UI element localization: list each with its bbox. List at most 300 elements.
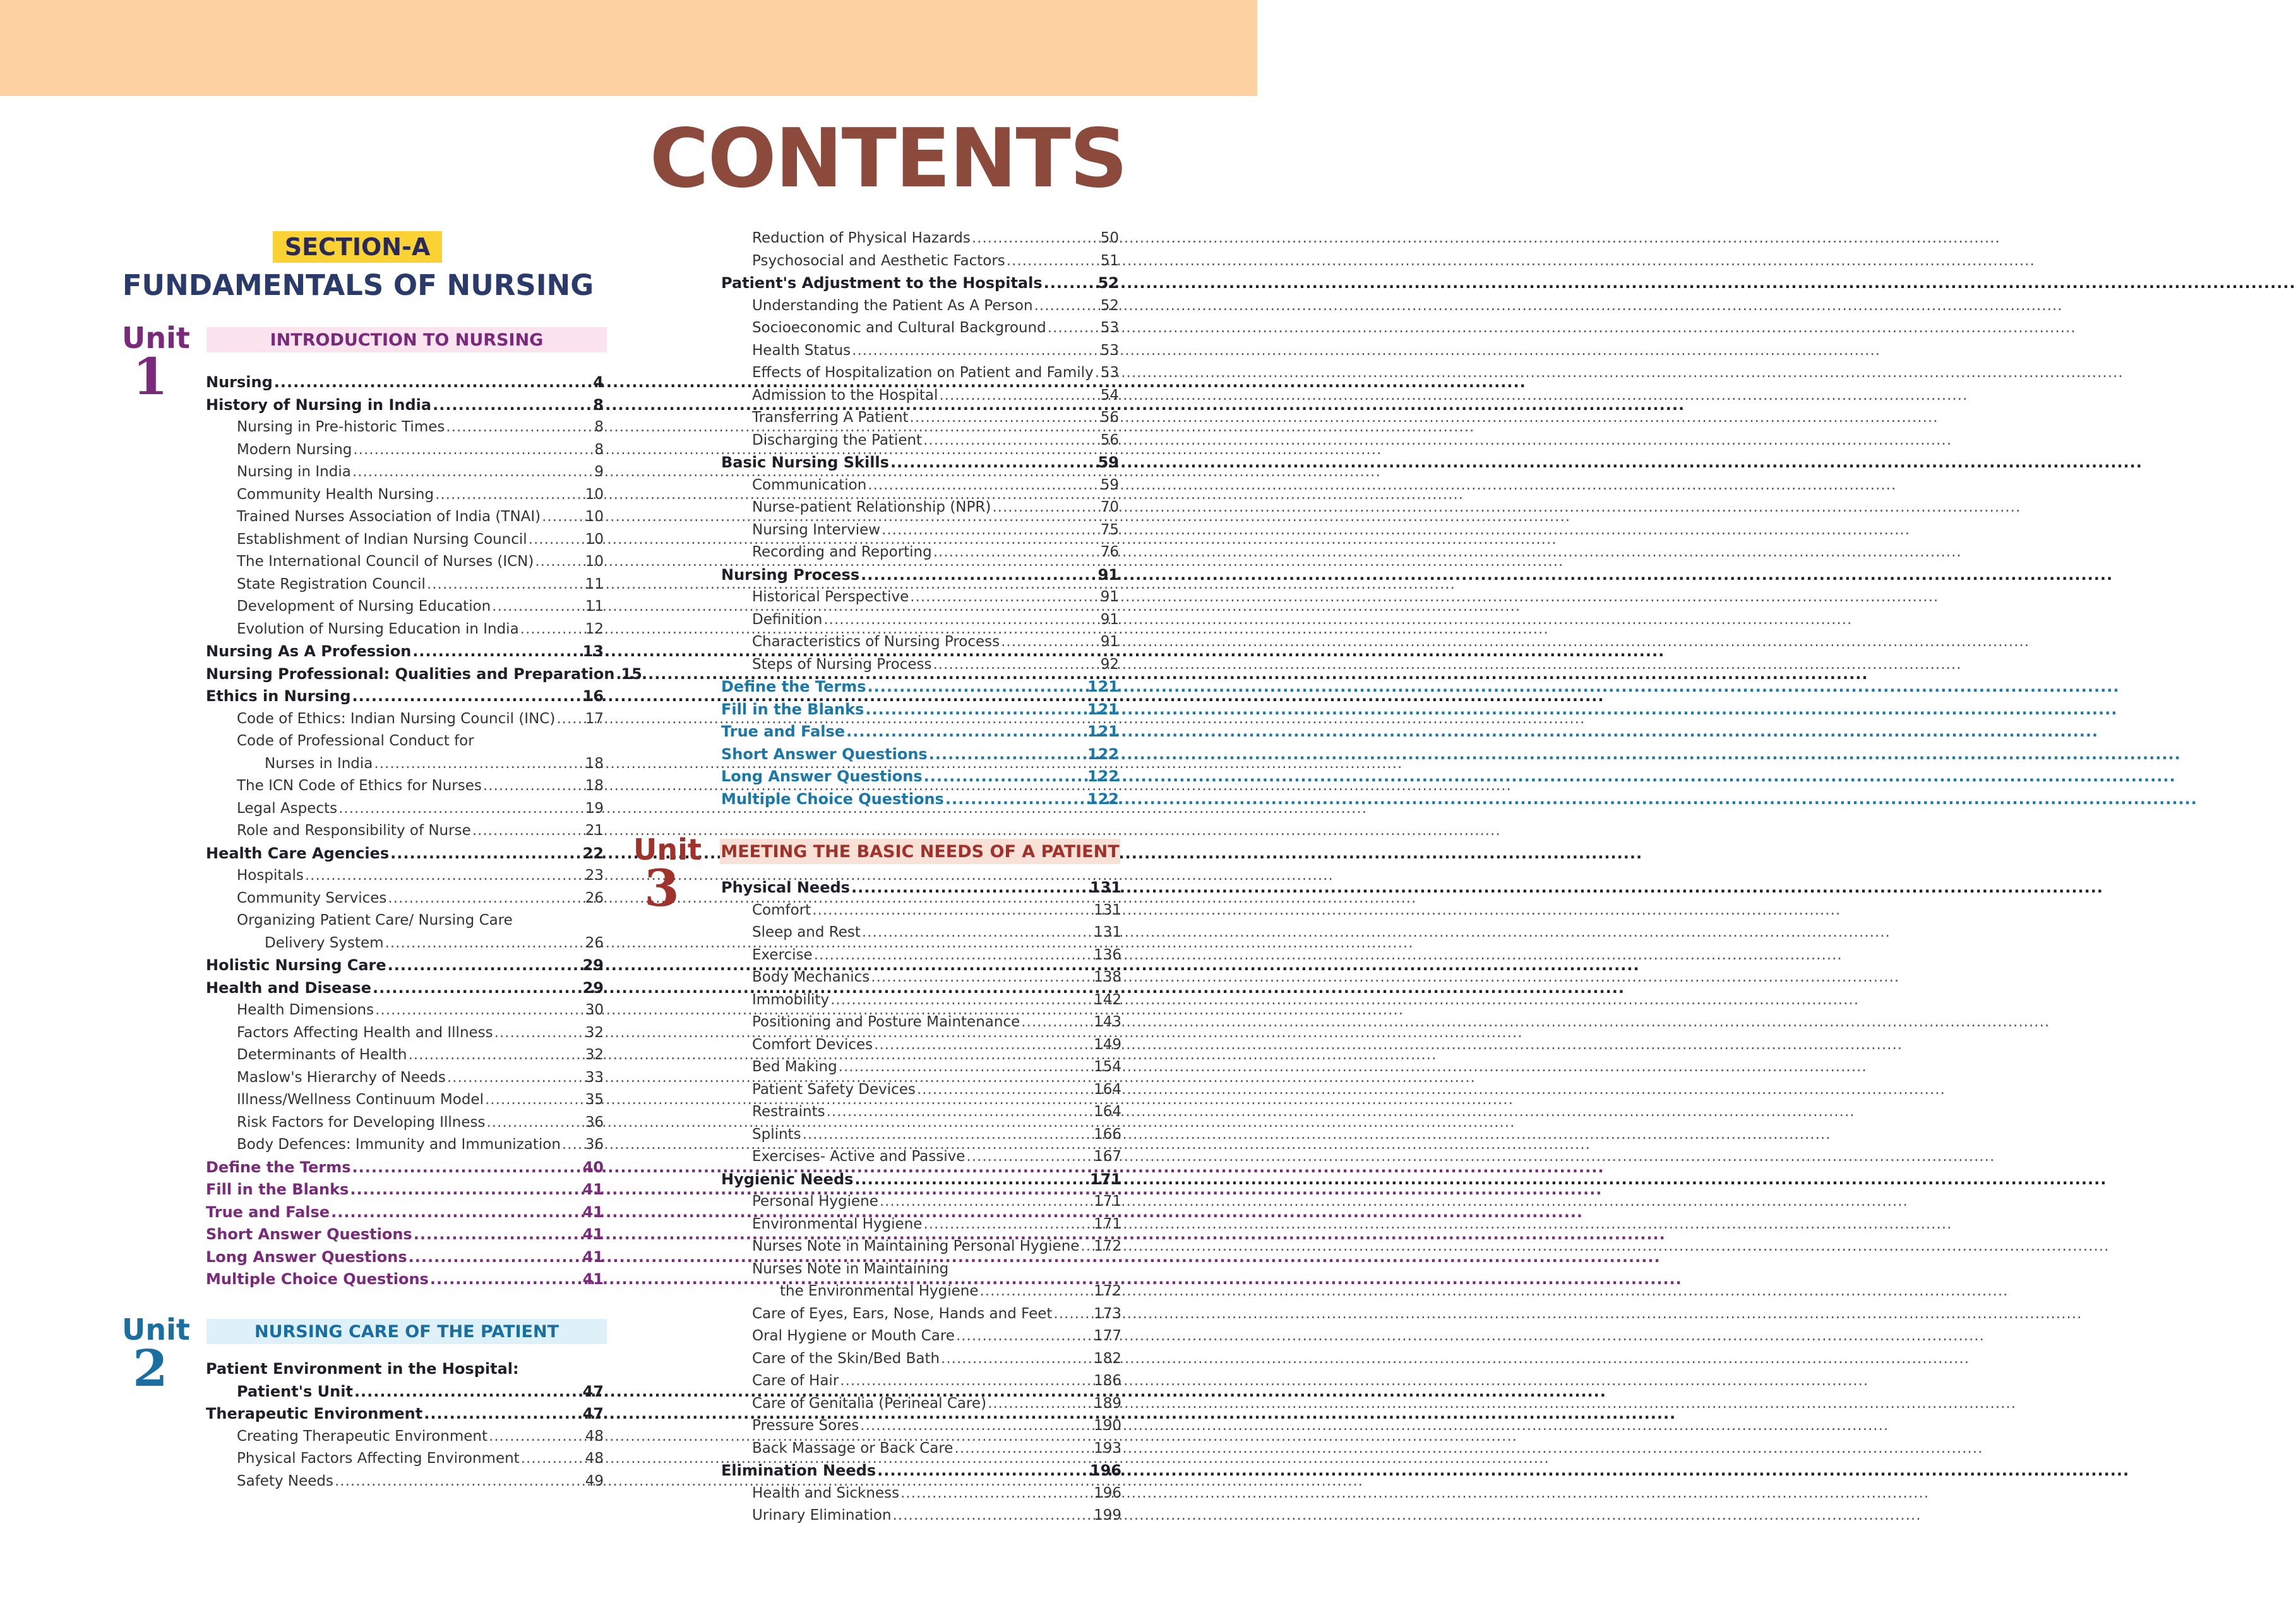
dot-leader — [352, 685, 582, 708]
dot-leader — [408, 1044, 583, 1067]
toc-entry-page: 56 — [1100, 431, 1119, 448]
toc-entry — [721, 609, 1119, 632]
dot-leader — [424, 1403, 581, 1426]
toc-entry-title: Health and Sickness — [752, 1484, 900, 1501]
toc-entry-title: Legal Aspects — [237, 800, 338, 817]
toc-entry-page: 91 — [1100, 589, 1119, 605]
toc-entry — [206, 1089, 604, 1112]
toc-entry — [206, 820, 604, 843]
dot-leader — [851, 877, 1089, 899]
toc-entry-page: 8 — [594, 441, 604, 458]
toc-entry-title: The ICN Code of Ethics for Nurses — [237, 778, 482, 794]
toc-entry-title: True and False — [721, 723, 846, 740]
dot-leader — [890, 452, 1097, 474]
toc-entry-page: 138 — [1094, 969, 1121, 985]
toc-entry-page: 186 — [1094, 1373, 1121, 1389]
dot-leader — [827, 1101, 1092, 1124]
toc-entry-page: 41 — [582, 1181, 604, 1198]
toc-entry — [721, 944, 1121, 967]
toc-entry-title: Safety Needs — [237, 1472, 333, 1489]
toc-entry — [206, 685, 604, 708]
toc-entry-page: 167 — [1094, 1148, 1121, 1165]
toc-entry-page: 75 — [1100, 521, 1119, 538]
dot-leader — [846, 721, 1086, 743]
dot-leader — [992, 496, 1099, 519]
toc-entry-page: 8 — [594, 419, 604, 435]
toc-entry-title: Define the Terms — [206, 1158, 351, 1176]
toc-entry-page: 8 — [593, 395, 604, 414]
toc-entry-page: 91 — [1100, 611, 1119, 628]
toc-entry-title: Maslow's Hierarchy of Needs — [237, 1069, 446, 1086]
toc-entry — [721, 295, 1119, 318]
toc-entry-page: 91 — [1097, 565, 1119, 584]
toc-entry-page: 149 — [1094, 1036, 1121, 1053]
toc-entry-page: 10 — [585, 508, 604, 525]
toc-entry — [721, 385, 1119, 407]
toc-entry — [721, 586, 1119, 609]
toc-entry-title: Nursing As A Profession — [206, 642, 412, 660]
toc-entry-page: 47 — [582, 1382, 604, 1400]
toc-entry-page: 21 — [585, 822, 604, 839]
toc-entry-title: The International Council of Nurses (ICN) — [237, 553, 534, 570]
toc-entry — [721, 899, 1121, 922]
toc-entry — [206, 932, 604, 955]
dot-leader — [542, 506, 584, 529]
dot-leader — [1001, 631, 1099, 654]
unit-3-word: Unit — [633, 833, 702, 867]
unit-3-banner: MEETING THE BASIC NEEDS OF A PATIENT — [720, 839, 1120, 864]
toc-entry-title: Sleep and Rest — [752, 924, 861, 941]
toc-entry-title: Development of Nursing Education — [237, 598, 491, 615]
toc-entry-page: 11 — [585, 575, 604, 592]
toc-entry-title: Historical Perspective — [752, 589, 909, 605]
toc-entry-title: Determinants of Health — [237, 1047, 407, 1063]
dot-leader — [492, 596, 583, 618]
toc-entry-page: 52 — [1097, 274, 1119, 292]
toc-entry — [206, 730, 604, 753]
toc-entry-page: 131 — [1094, 924, 1121, 941]
toc-entry — [206, 461, 604, 484]
toc-entry-page: 172 — [1094, 1238, 1121, 1254]
toc-entry-page: 154 — [1094, 1059, 1121, 1075]
dot-leader — [941, 1348, 1092, 1371]
toc-entry-page: 59 — [1097, 454, 1119, 471]
toc-entry-page: 26 — [585, 889, 604, 906]
toc-entry — [206, 708, 604, 731]
page-title: CONTENTS — [649, 112, 1127, 206]
toc-entry — [206, 1223, 604, 1246]
toc-entry-page: 17 — [585, 710, 604, 727]
toc-entry-title: the Environmental Hygiene — [780, 1283, 979, 1299]
dot-leader — [933, 541, 1099, 564]
toc-entry-page: 190 — [1094, 1417, 1121, 1434]
toc-entry-page: 196 — [1094, 1484, 1121, 1501]
toc-entry — [721, 340, 1119, 363]
toc-entry — [721, 1079, 1121, 1102]
toc-entry-title: Pressure Sores — [752, 1417, 859, 1434]
toc-entry-page: 177 — [1094, 1328, 1121, 1344]
toc-entry-page: 166 — [1094, 1126, 1121, 1143]
toc-entry-title: Exercise — [752, 946, 813, 963]
toc-entry-title: Nursing Interview — [752, 521, 881, 538]
toc-entry-page: 10 — [585, 531, 604, 548]
toc-entry — [721, 877, 1121, 899]
toc-entry-title: Health Status — [752, 342, 851, 359]
toc-entry-page: 59 — [1100, 476, 1119, 493]
dot-leader — [414, 1223, 582, 1246]
unit-2-banner: NURSING CARE OF THE PATIENT — [206, 1319, 607, 1344]
dot-leader — [447, 1067, 584, 1090]
toc-entry — [721, 1235, 1121, 1258]
dot-leader — [939, 385, 1099, 407]
toc-entry-page: 18 — [585, 755, 604, 772]
dot-leader — [274, 371, 592, 394]
toc-entry — [721, 1124, 1121, 1146]
dot-leader — [305, 865, 584, 887]
toc-entry-page: 48 — [585, 1428, 604, 1445]
toc-entry-page: 9 — [594, 464, 604, 480]
toc-entry-page: 182 — [1094, 1350, 1121, 1367]
dot-leader — [556, 708, 583, 731]
toc-entry — [206, 663, 642, 686]
toc-entry-page: 32 — [585, 1047, 604, 1063]
toc-entry-page: 41 — [582, 1225, 604, 1243]
toc-entry-title: Health Dimensions — [237, 1002, 374, 1018]
unit-2-label — [122, 1313, 190, 1398]
dot-leader — [882, 519, 1099, 542]
toc-entry-page: 22 — [582, 844, 604, 862]
dot-leader — [521, 1448, 584, 1470]
toc-entry-page: 51 — [1100, 252, 1119, 269]
toc-entry — [206, 843, 604, 865]
toc-entry-page: 173 — [1094, 1305, 1121, 1322]
toc-entry-page: 13 — [582, 642, 604, 660]
toc-entry-title: Communication — [752, 476, 867, 493]
dot-leader — [988, 1393, 1092, 1416]
dot-leader — [616, 663, 619, 686]
dot-leader — [535, 551, 583, 574]
dot-leader — [1080, 1235, 1092, 1258]
toc-entry — [206, 484, 604, 507]
toc-entry — [206, 1426, 604, 1448]
toc-entry-title: Positioning and Posture Maintenance — [752, 1014, 1020, 1030]
toc-entry-page: 171 — [1094, 1193, 1121, 1210]
toc-entry-title: History of Nursing in India — [206, 395, 432, 414]
toc-entry — [206, 529, 604, 551]
toc-entry-page: 36 — [585, 1114, 604, 1131]
dot-leader — [1095, 362, 1099, 385]
toc-entry — [206, 371, 604, 394]
dot-leader — [472, 820, 584, 843]
toc-entry — [721, 1034, 1121, 1057]
toc-entry-page: 4 — [593, 373, 604, 391]
dot-leader — [862, 922, 1092, 944]
toc-entry-title: Steps of Nursing Process — [752, 656, 932, 673]
dot-leader — [917, 1079, 1092, 1102]
toc-entry-page: 53 — [1100, 342, 1119, 359]
toc-entry-title: Discharging the Patient — [752, 431, 923, 448]
toc-entry — [206, 910, 604, 932]
header-band — [0, 0, 1257, 96]
dot-leader — [923, 1213, 1092, 1236]
toc-entry — [721, 1011, 1121, 1034]
dot-leader — [830, 989, 1092, 1012]
dot-leader — [412, 640, 581, 663]
toc-entry-title: Physical Needs — [721, 879, 850, 896]
toc-entry-title: Code of Ethics: Indian Nursing Council (INC) — [237, 710, 556, 727]
toc-entry-title: Socioeconomic and Cultural Background — [752, 320, 1046, 336]
toc-entry-page: 143 — [1094, 1014, 1121, 1030]
toc-entry-title: Body Defences: Immunity and Immunization — [237, 1136, 561, 1153]
toc-entry — [721, 407, 1119, 430]
dot-leader — [388, 954, 582, 977]
toc-entry-page: 15 — [621, 664, 642, 683]
toc-entry — [206, 618, 604, 641]
toc-entry — [721, 788, 1119, 811]
unit-2-toc-continued — [721, 227, 1119, 810]
toc-entry-title: Psychosocial and Aesthetic Factors — [752, 252, 1005, 269]
dot-leader — [494, 1022, 584, 1045]
toc-entry-page: 122 — [1087, 745, 1119, 763]
toc-entry — [721, 989, 1121, 1012]
dot-leader — [489, 1426, 584, 1448]
toc-entry — [721, 1258, 1121, 1281]
toc-entry — [206, 1268, 604, 1291]
toc-entry — [206, 1157, 604, 1179]
toc-entry — [206, 1358, 604, 1381]
toc-entry-title: Trained Nurses Association of India (TNAI) — [237, 508, 541, 525]
toc-entry-page: 164 — [1094, 1103, 1121, 1120]
toc-entry — [206, 1067, 604, 1090]
toc-entry-page: 70 — [1100, 499, 1119, 515]
toc-entry — [721, 1325, 1121, 1348]
toc-entry-title: True and False — [206, 1203, 330, 1221]
toc-entry-page: 50 — [1100, 230, 1119, 246]
dot-leader — [388, 887, 583, 910]
toc-entry-page: 142 — [1094, 991, 1121, 1008]
dot-leader — [933, 654, 1099, 676]
toc-entry-page: 189 — [1094, 1395, 1121, 1412]
dot-leader — [373, 977, 582, 1000]
unit-1-toc — [206, 371, 642, 1291]
toc-entry — [721, 452, 1119, 474]
toc-entry-page: 136 — [1094, 946, 1121, 963]
dot-leader — [823, 609, 1099, 632]
toc-entry-title: Hygienic Needs — [721, 1170, 854, 1188]
toc-entry-title: Nurses in India — [265, 755, 373, 772]
toc-entry-title: Code of Professional Conduct for — [237, 733, 474, 749]
toc-entry — [721, 1482, 1121, 1505]
toc-entry-title: Creating Therapeutic Environment — [237, 1428, 488, 1445]
dot-leader — [433, 394, 592, 417]
toc-entry — [721, 564, 1119, 587]
toc-entry-title: Care of Hair — [752, 1373, 839, 1389]
toc-entry-page: 40 — [582, 1158, 604, 1176]
dot-leader — [1007, 250, 1099, 273]
toc-entry-title: Personal Hygiene — [752, 1193, 878, 1210]
toc-entry-title: Factors Affecting Health and Illness — [237, 1024, 493, 1041]
toc-entry — [721, 1370, 1121, 1393]
toc-entry — [206, 977, 604, 1000]
toc-entry-page: 164 — [1094, 1081, 1121, 1098]
toc-entry-title: Physical Factors Affecting Environment — [237, 1450, 520, 1467]
toc-entry-page: 26 — [585, 934, 604, 951]
dot-leader — [861, 564, 1096, 587]
toc-entry — [206, 416, 604, 439]
toc-entry-page: 196 — [1089, 1462, 1121, 1479]
toc-entry — [721, 496, 1119, 519]
toc-entry — [721, 317, 1119, 340]
dot-leader — [972, 227, 1099, 250]
toc-entry-page: 35 — [585, 1091, 604, 1108]
toc-entry-title: Body Mechanics — [752, 969, 870, 985]
toc-entry — [206, 1179, 604, 1201]
toc-entry-page: 199 — [1094, 1507, 1121, 1524]
toc-entry-page: 10 — [585, 553, 604, 570]
dot-leader — [945, 788, 1086, 811]
dot-leader — [871, 966, 1092, 989]
toc-entry-title: Illness/Wellness Continuum Model — [237, 1091, 484, 1108]
toc-entry — [721, 1056, 1121, 1079]
dot-leader — [409, 1246, 582, 1269]
toc-entry — [206, 1044, 604, 1067]
toc-entry-title: Fill in the Blanks — [206, 1181, 349, 1198]
dot-leader — [923, 430, 1099, 452]
dot-leader — [446, 416, 593, 439]
toc-entry — [206, 394, 604, 417]
toc-entry-title: Effects of Hospitalization on Patient and Family — [752, 364, 1094, 381]
dot-leader — [1053, 1303, 1092, 1326]
toc-entry-title: Community Services — [237, 889, 387, 906]
toc-entry-title: Multiple Choice Questions — [206, 1270, 429, 1288]
unit-1-number: 1 — [133, 347, 168, 406]
toc-entry-title: Risk Factors for Developing Illness — [237, 1114, 486, 1131]
unit-2-number: 2 — [133, 1338, 168, 1398]
toc-entry-title: Community Health Nursing — [237, 486, 434, 503]
unit-1-banner: INTRODUCTION TO NURSING — [206, 327, 607, 352]
dot-leader — [868, 676, 1086, 699]
toc-entry-title: Care of Eyes, Ears, Nose, Hands and Feet — [752, 1305, 1053, 1322]
toc-entry-title: Comfort Devices — [752, 1036, 873, 1053]
unit-3-number: 3 — [644, 858, 679, 918]
toc-entry-page: 41 — [582, 1247, 604, 1266]
unit-2-word: Unit — [122, 1313, 190, 1347]
dot-leader — [1048, 317, 1099, 340]
dot-leader — [390, 843, 581, 865]
toc-entry — [721, 1415, 1121, 1438]
dot-leader — [865, 699, 1086, 721]
toc-entry — [721, 676, 1119, 699]
toc-entry-title: Multiple Choice Questions — [721, 790, 944, 808]
dot-leader — [840, 1370, 1092, 1393]
toc-entry-page: 122 — [1087, 790, 1119, 808]
toc-entry-page: 47 — [582, 1405, 604, 1422]
dot-leader — [880, 1191, 1092, 1213]
toc-entry-title: Definition — [752, 611, 823, 628]
toc-entry — [721, 922, 1121, 944]
toc-entry — [721, 699, 1119, 721]
toc-entry-title: Restraints — [752, 1103, 825, 1120]
toc-entry-page: 18 — [585, 778, 604, 794]
toc-entry — [721, 1101, 1121, 1124]
toc-entry-page: 121 — [1087, 700, 1119, 718]
dot-leader — [900, 1482, 1092, 1505]
toc-entry — [206, 865, 604, 887]
toc-entry-page: 48 — [585, 1450, 604, 1467]
dot-leader — [338, 798, 584, 821]
unit-1-word: Unit — [122, 321, 190, 355]
toc-entry-page: 33 — [585, 1069, 604, 1086]
toc-entry-title: Patient Environment in the Hospital: — [206, 1360, 519, 1378]
unit-2-toc — [206, 1358, 604, 1493]
toc-entry — [206, 954, 604, 977]
unit-3-label — [633, 833, 702, 918]
toc-entry-title: Care of the Skin/Bed Bath — [752, 1350, 940, 1367]
dot-leader — [1044, 272, 1097, 295]
toc-entry-title: Understanding the Patient As A Person — [752, 297, 1033, 314]
dot-leader — [335, 1470, 584, 1493]
toc-entry-page: 193 — [1094, 1440, 1121, 1457]
toc-entry-page: 30 — [585, 1002, 604, 1018]
toc-entry — [206, 775, 604, 798]
toc-entry-page: 56 — [1100, 409, 1119, 426]
toc-entry-title: Establishment of Indian Nursing Council — [237, 531, 527, 548]
toc-entry-title: Basic Nursing Skills — [721, 454, 889, 471]
toc-entry — [721, 430, 1119, 452]
dot-leader — [814, 944, 1092, 967]
toc-entry-page: 11 — [585, 598, 604, 615]
toc-entry-title: Recording and Reporting — [752, 544, 932, 560]
dot-leader — [877, 1460, 1089, 1482]
dot-leader — [331, 1201, 582, 1224]
dot-leader — [483, 775, 584, 798]
dot-leader — [956, 1325, 1092, 1348]
dot-leader — [486, 1112, 583, 1134]
dot-leader — [354, 1381, 582, 1404]
dot-leader — [954, 1438, 1092, 1460]
dot-leader — [1021, 1011, 1092, 1034]
dot-leader — [435, 484, 584, 507]
toc-entry-title: Role and Responsibility of Nurse — [237, 822, 471, 839]
dot-leader — [854, 1169, 1088, 1191]
toc-entry — [206, 798, 604, 821]
dot-leader — [1034, 295, 1099, 318]
toc-entry-page: 131 — [1094, 901, 1121, 918]
toc-entry-title: Patient's Unit — [237, 1382, 353, 1400]
toc-entry-page: 49 — [585, 1472, 604, 1489]
toc-entry-title: Exercises- Active and Passive — [752, 1148, 966, 1165]
dot-leader — [812, 899, 1092, 922]
toc-entry — [206, 999, 604, 1022]
unit-1-label — [122, 321, 190, 406]
toc-entry — [721, 631, 1119, 654]
toc-entry — [721, 1505, 1121, 1527]
toc-entry — [721, 272, 1119, 295]
dot-leader — [485, 1089, 584, 1112]
toc-entry — [721, 519, 1119, 542]
toc-entry-title: Oral Hygiene or Mouth Care — [752, 1328, 955, 1344]
toc-entry — [206, 753, 604, 776]
dot-leader — [803, 1124, 1093, 1146]
dot-leader — [839, 1056, 1092, 1079]
toc-entry-title: Comfort — [752, 901, 811, 918]
toc-entry — [721, 227, 1119, 250]
toc-entry-page: 121 — [1087, 678, 1119, 695]
dot-leader — [353, 439, 593, 462]
dot-leader — [924, 766, 1086, 788]
toc-entry-title: Patient Safety Devices — [752, 1081, 916, 1098]
dot-leader — [910, 407, 1099, 430]
